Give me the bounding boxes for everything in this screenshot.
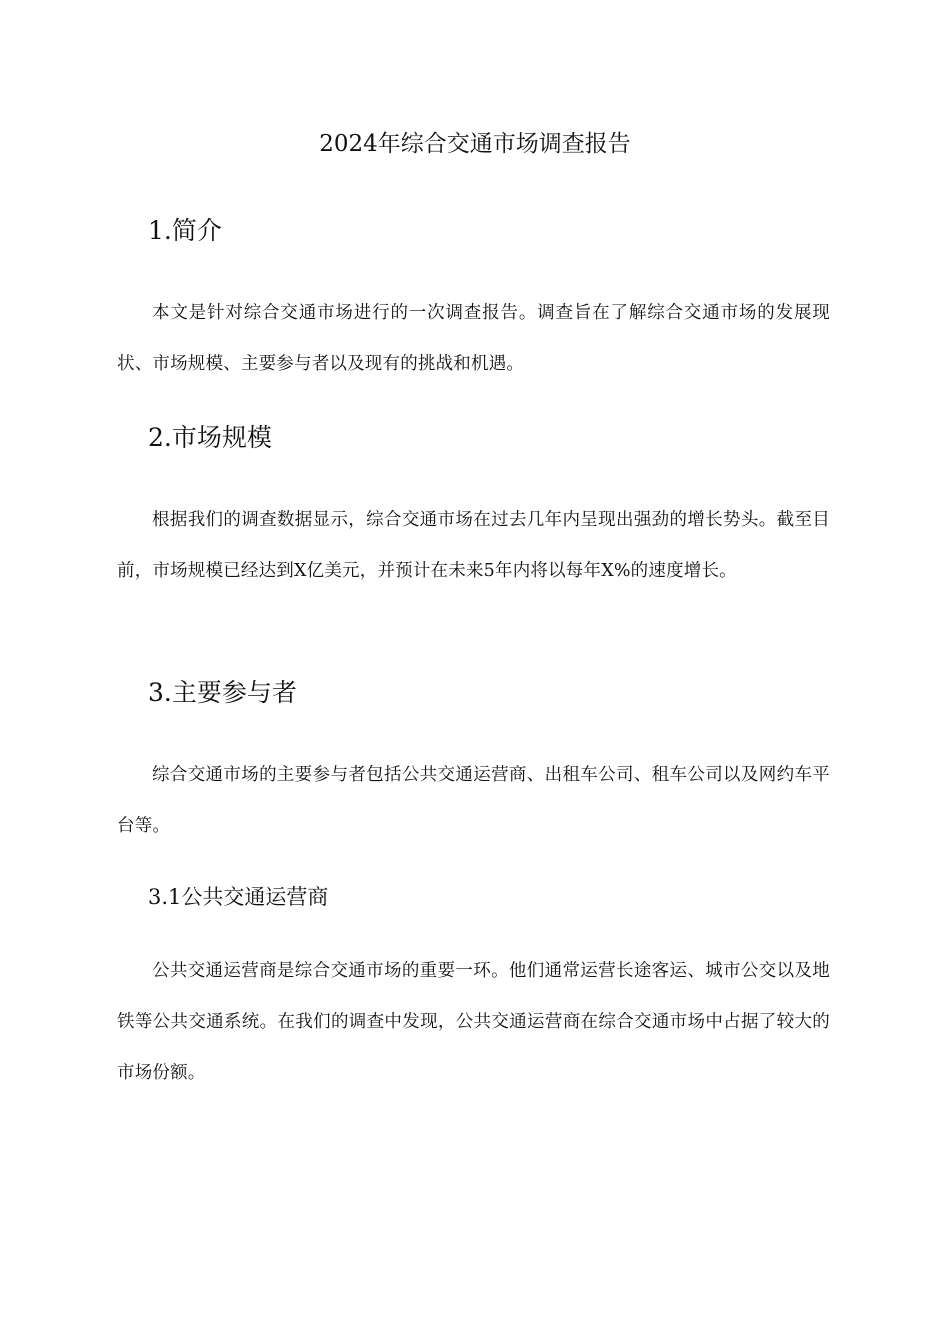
section-heading-market-size: 2.市场规模 [148,423,272,452]
section-heading-participants: 3.主要参与者 [148,678,297,707]
section-paragraph-participants: 综合交通市场的主要参与者包括公共交通运营商、出租车公司、租车公司以及网约车平台等。 [117,765,830,836]
section-paragraph-intro: 本文是针对综合交通市场进行的一次调查报告。调查旨在了解综合交通市场的发展现状、市场规模、主要参与者以及现有的挑战和机遇。 [117,303,830,374]
section-paragraph-market-size: 根据我们的调查数据显示，综合交通市场在过去几年内呈现出强劲的增长势头。截至目前，市场规模已经达到X亿美元，并预计在未来5年内将以每年X%的速度增长。 [117,510,830,581]
section-heading-intro: 1.简介 [148,216,222,245]
subsection-heading-public-transit: 3.1公共交通运营商 [148,885,329,909]
subsection-paragraph-public-transit: 公共交通运营商是综合交通市场的重要一环。他们通常运营长途客运、城市公交以及地铁等公共交通系统。在我们的调查中发现，公共交通运营商在综合交通市场中占据了较大的市场份额。 [117,961,830,1083]
document-title: 2024年综合交通市场调查报告 [319,131,631,157]
